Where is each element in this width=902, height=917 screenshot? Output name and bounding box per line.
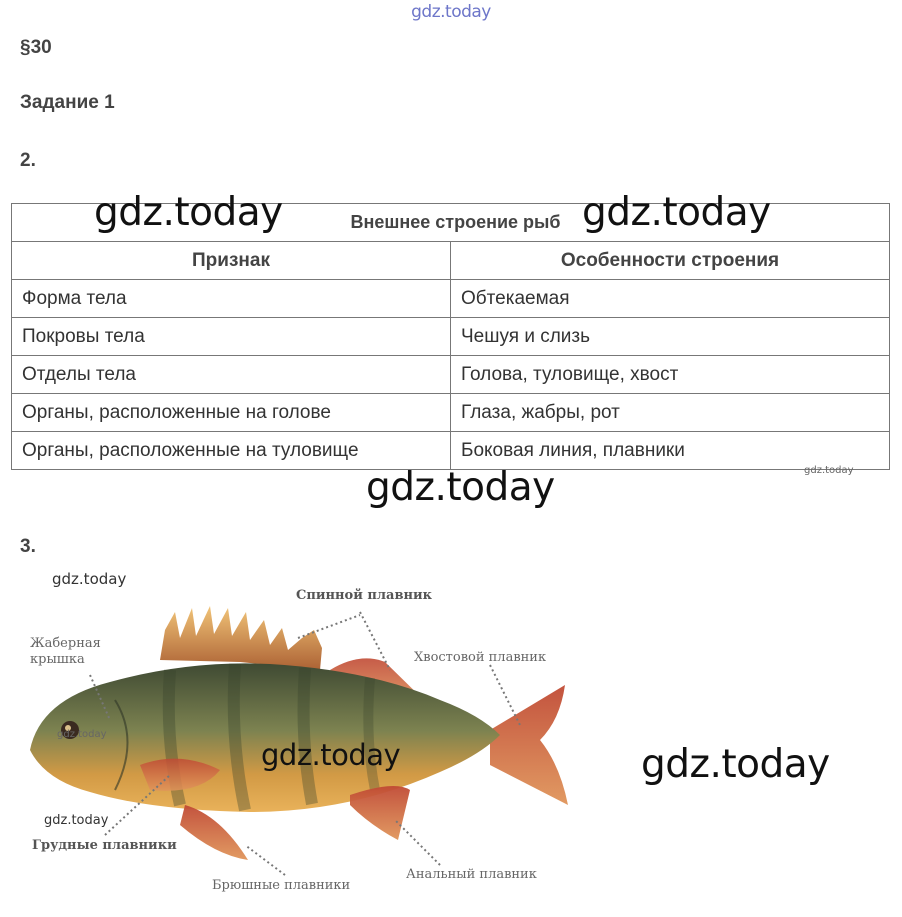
table-cell: Органы, расположенные на туловище <box>12 432 451 470</box>
column-header-feature: Признак <box>12 242 451 280</box>
item-3-label: 3. <box>20 536 36 557</box>
label-dorsal-fin: Спинной плавник <box>296 588 433 603</box>
table-caption: Внешнее строение рыб <box>12 204 890 242</box>
watermark-top: gdz.today <box>411 2 491 22</box>
label-caudal-fin: Хвостовой плавник <box>414 650 547 665</box>
table-cell: Голова, туловище, хвост <box>451 356 890 394</box>
caudal-fin <box>490 685 568 805</box>
watermark: gdz.today <box>261 738 401 772</box>
table-row <box>12 318 890 356</box>
watermark: gdz.today <box>366 465 555 510</box>
label-gill-cover-1: Жаберная <box>30 636 101 651</box>
fish-structure-table <box>11 203 890 470</box>
task-title: Задание 1 <box>20 92 115 113</box>
table-cell: Обтекаемая <box>451 280 890 318</box>
dorsal-fin <box>160 606 322 670</box>
table-row <box>12 394 890 432</box>
table-cell: Форма тела <box>12 280 451 318</box>
label-pectoral-fins: Грудные плавники <box>32 838 177 853</box>
table-cell: Боковая линия, плавники <box>451 432 890 470</box>
table-cell: Чешуя и слизь <box>451 318 890 356</box>
table-header-row <box>12 242 890 280</box>
label-pelvic-fins: Брюшные плавники <box>212 878 351 893</box>
table-cell: Органы, расположенные на голове <box>12 394 451 432</box>
label-gill-cover-2: крышка <box>30 652 85 667</box>
anal-fin <box>350 786 410 840</box>
watermark: gdz.today <box>44 813 109 828</box>
pelvic-fin <box>180 805 248 860</box>
item-2-label: 2. <box>20 150 36 171</box>
watermark: gdz.today <box>52 570 127 588</box>
watermark: gdz.today <box>582 190 771 235</box>
table-cell: Отделы тела <box>12 356 451 394</box>
section-number: §30 <box>20 37 52 58</box>
table-cell: Покровы тела <box>12 318 451 356</box>
column-header-structure: Особенности строения <box>451 242 890 280</box>
table-cell: Глаза, жабры, рот <box>451 394 890 432</box>
watermark: gdz.today <box>804 465 854 476</box>
label-anal-fin: Анальный плавник <box>406 867 537 882</box>
watermark: gdz.today <box>94 190 283 235</box>
table-row <box>12 356 890 394</box>
watermark: gdz.today <box>641 742 830 787</box>
table-row <box>12 280 890 318</box>
table-row <box>12 432 890 470</box>
watermark: gdz.today <box>57 729 107 740</box>
